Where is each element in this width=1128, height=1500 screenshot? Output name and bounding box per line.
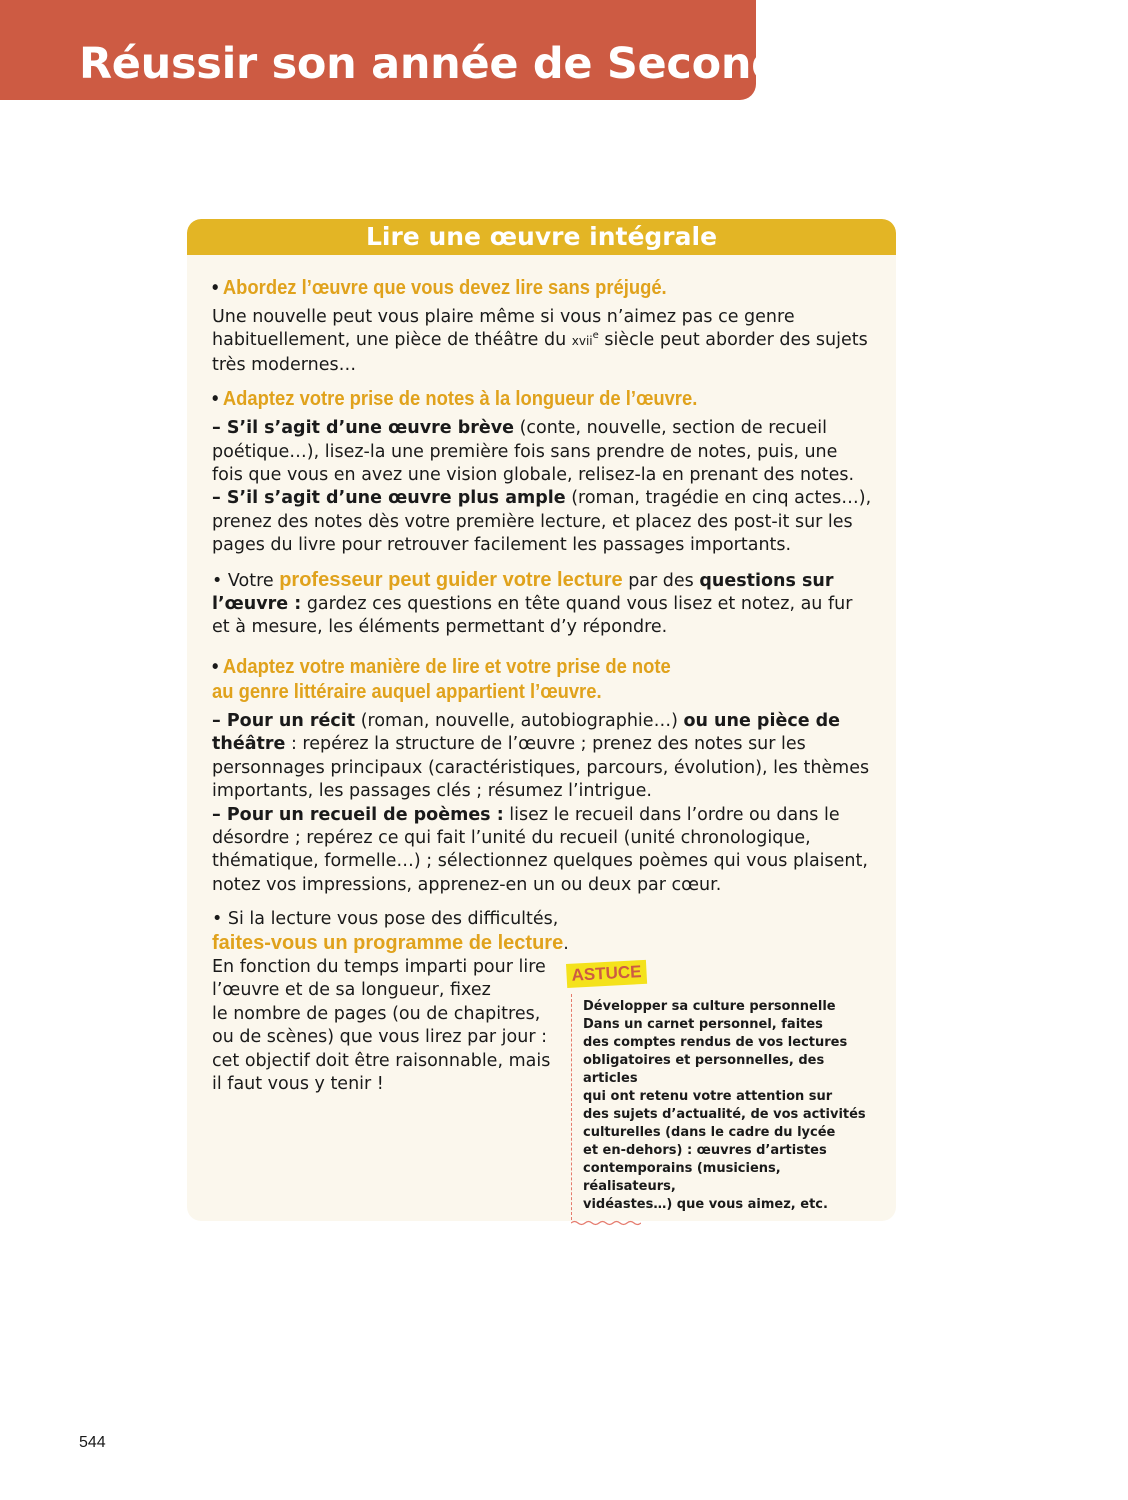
section-text: Une nouvelle peut vous plaire même si vous n’aimez pas ce genre habituellement, une pièce de théâtre du xvii$^e$ siècle peut aborder des sujets très modernes… — [212, 307, 868, 375]
chapter-banner — [0, 0, 811, 100]
section-notes-length — [212, 388, 872, 557]
section-teacher-guide — [212, 569, 872, 640]
section-heading: • Adaptez votre manière de lire et votre prise de note — [212, 655, 671, 678]
program-line: il faut vous y tenir ! — [212, 1073, 384, 1094]
program-line: En fonction du temps imparti pour lire — [212, 956, 546, 977]
tip-line: vidéastes…) que vous aimez, etc. — [583, 1197, 828, 1212]
tip-line: et en-dehors) : œuvres d’artistes — [583, 1143, 827, 1158]
section-text: – Pour un récit (roman, nouvelle, autobiographie…) ou une pièce de théâtre : repérez la structure de l’œuvre ; prenez des notes sur les personnages principaux (caractéristiques, parcours, évolution), les thèmes importants, les passages clés ; résumez l’intrigue. — [212, 710, 870, 802]
tip-line: contemporains (musiciens, réalisateurs, — [583, 1161, 781, 1194]
tip-label: ASTUCE — [566, 960, 647, 988]
tip-line: Développer sa culture personnelle — [583, 999, 836, 1014]
tip-line: obligatoires et personnelles, des articles — [583, 1053, 825, 1086]
program-line: l’œuvre et de sa longueur, fixez — [212, 980, 491, 1001]
program-line: ou de scènes) que vous lirez par jour : — [212, 1027, 547, 1048]
section-text: – S’il s’agit d’une œuvre brève (conte, nouvelle, section de recueil poétique…), lisez-la une première fois sans prendre de notes, puis, une fois que vous en avez une vision globale, relisez-la en prenant des notes. — [212, 418, 855, 486]
tip-line: des sujets d’actualité, de vos activités — [583, 1107, 866, 1122]
page-number: 544 — [79, 1434, 106, 1451]
tip-line: qui ont retenu votre attention sur — [583, 1089, 833, 1104]
tip-line: Dans un carnet personnel, faites — [583, 1017, 823, 1032]
section-text: faites-vous un programme de lecture. — [212, 931, 569, 954]
program-line: le nombre de pages (ou de chapitres, — [212, 1003, 541, 1024]
tip-body — [571, 994, 866, 1220]
section-genre — [212, 656, 872, 897]
section-text: • Votre professeur peut guider votre lecture par des questions sur l’œuvre : gardez ces questions en tête quand vous lisez et notez, au fur et à mesure, les éléments permettant d’y répondre. — [212, 568, 853, 638]
section-heading: • Adaptez votre prise de notes à la longueur de l’œuvre. — [212, 388, 698, 411]
program-line: cet objectif doit être raisonnable, mais — [212, 1050, 551, 1071]
section-heading: • Abordez l’œuvre que vous devez lire sans préjugé. — [212, 277, 667, 299]
tip-box — [566, 964, 866, 1226]
chapter-title: Réussir son année de Seconde — [79, 39, 811, 89]
info-box-title: Lire une œuvre intégrale — [187, 219, 896, 255]
section-text: • Si la lecture vous pose des difficultés, — [212, 909, 559, 930]
wavy-underline-icon — [571, 1220, 641, 1226]
section-prejudice — [212, 277, 872, 377]
tip-line: culturelles (dans le cadre du lycée — [583, 1125, 836, 1140]
section-heading-line2: au genre littéraire auquel appartient l’œuvre. — [212, 680, 602, 703]
tip-line: des comptes rendus de vos lectures — [583, 1035, 848, 1050]
section-text: – S’il s’agit d’une œuvre plus ample (roman, tragédie en cinq actes…), prenez des notes dès votre première lecture, et placez des post-it sur les pages du livre pour retrouver facilement les passages importants. — [212, 488, 872, 556]
section-text: – Pour un recueil de poèmes : lisez le recueil dans l’ordre ou dans le désordre ; repérez ce qui fait l’unité du recueil (unité chronologique, thématique, formelle…) ; sélectionnez quelques poèmes qui vous plaisent, notez vos impressions, apprenez-en un ou deux par cœur. — [212, 804, 868, 895]
